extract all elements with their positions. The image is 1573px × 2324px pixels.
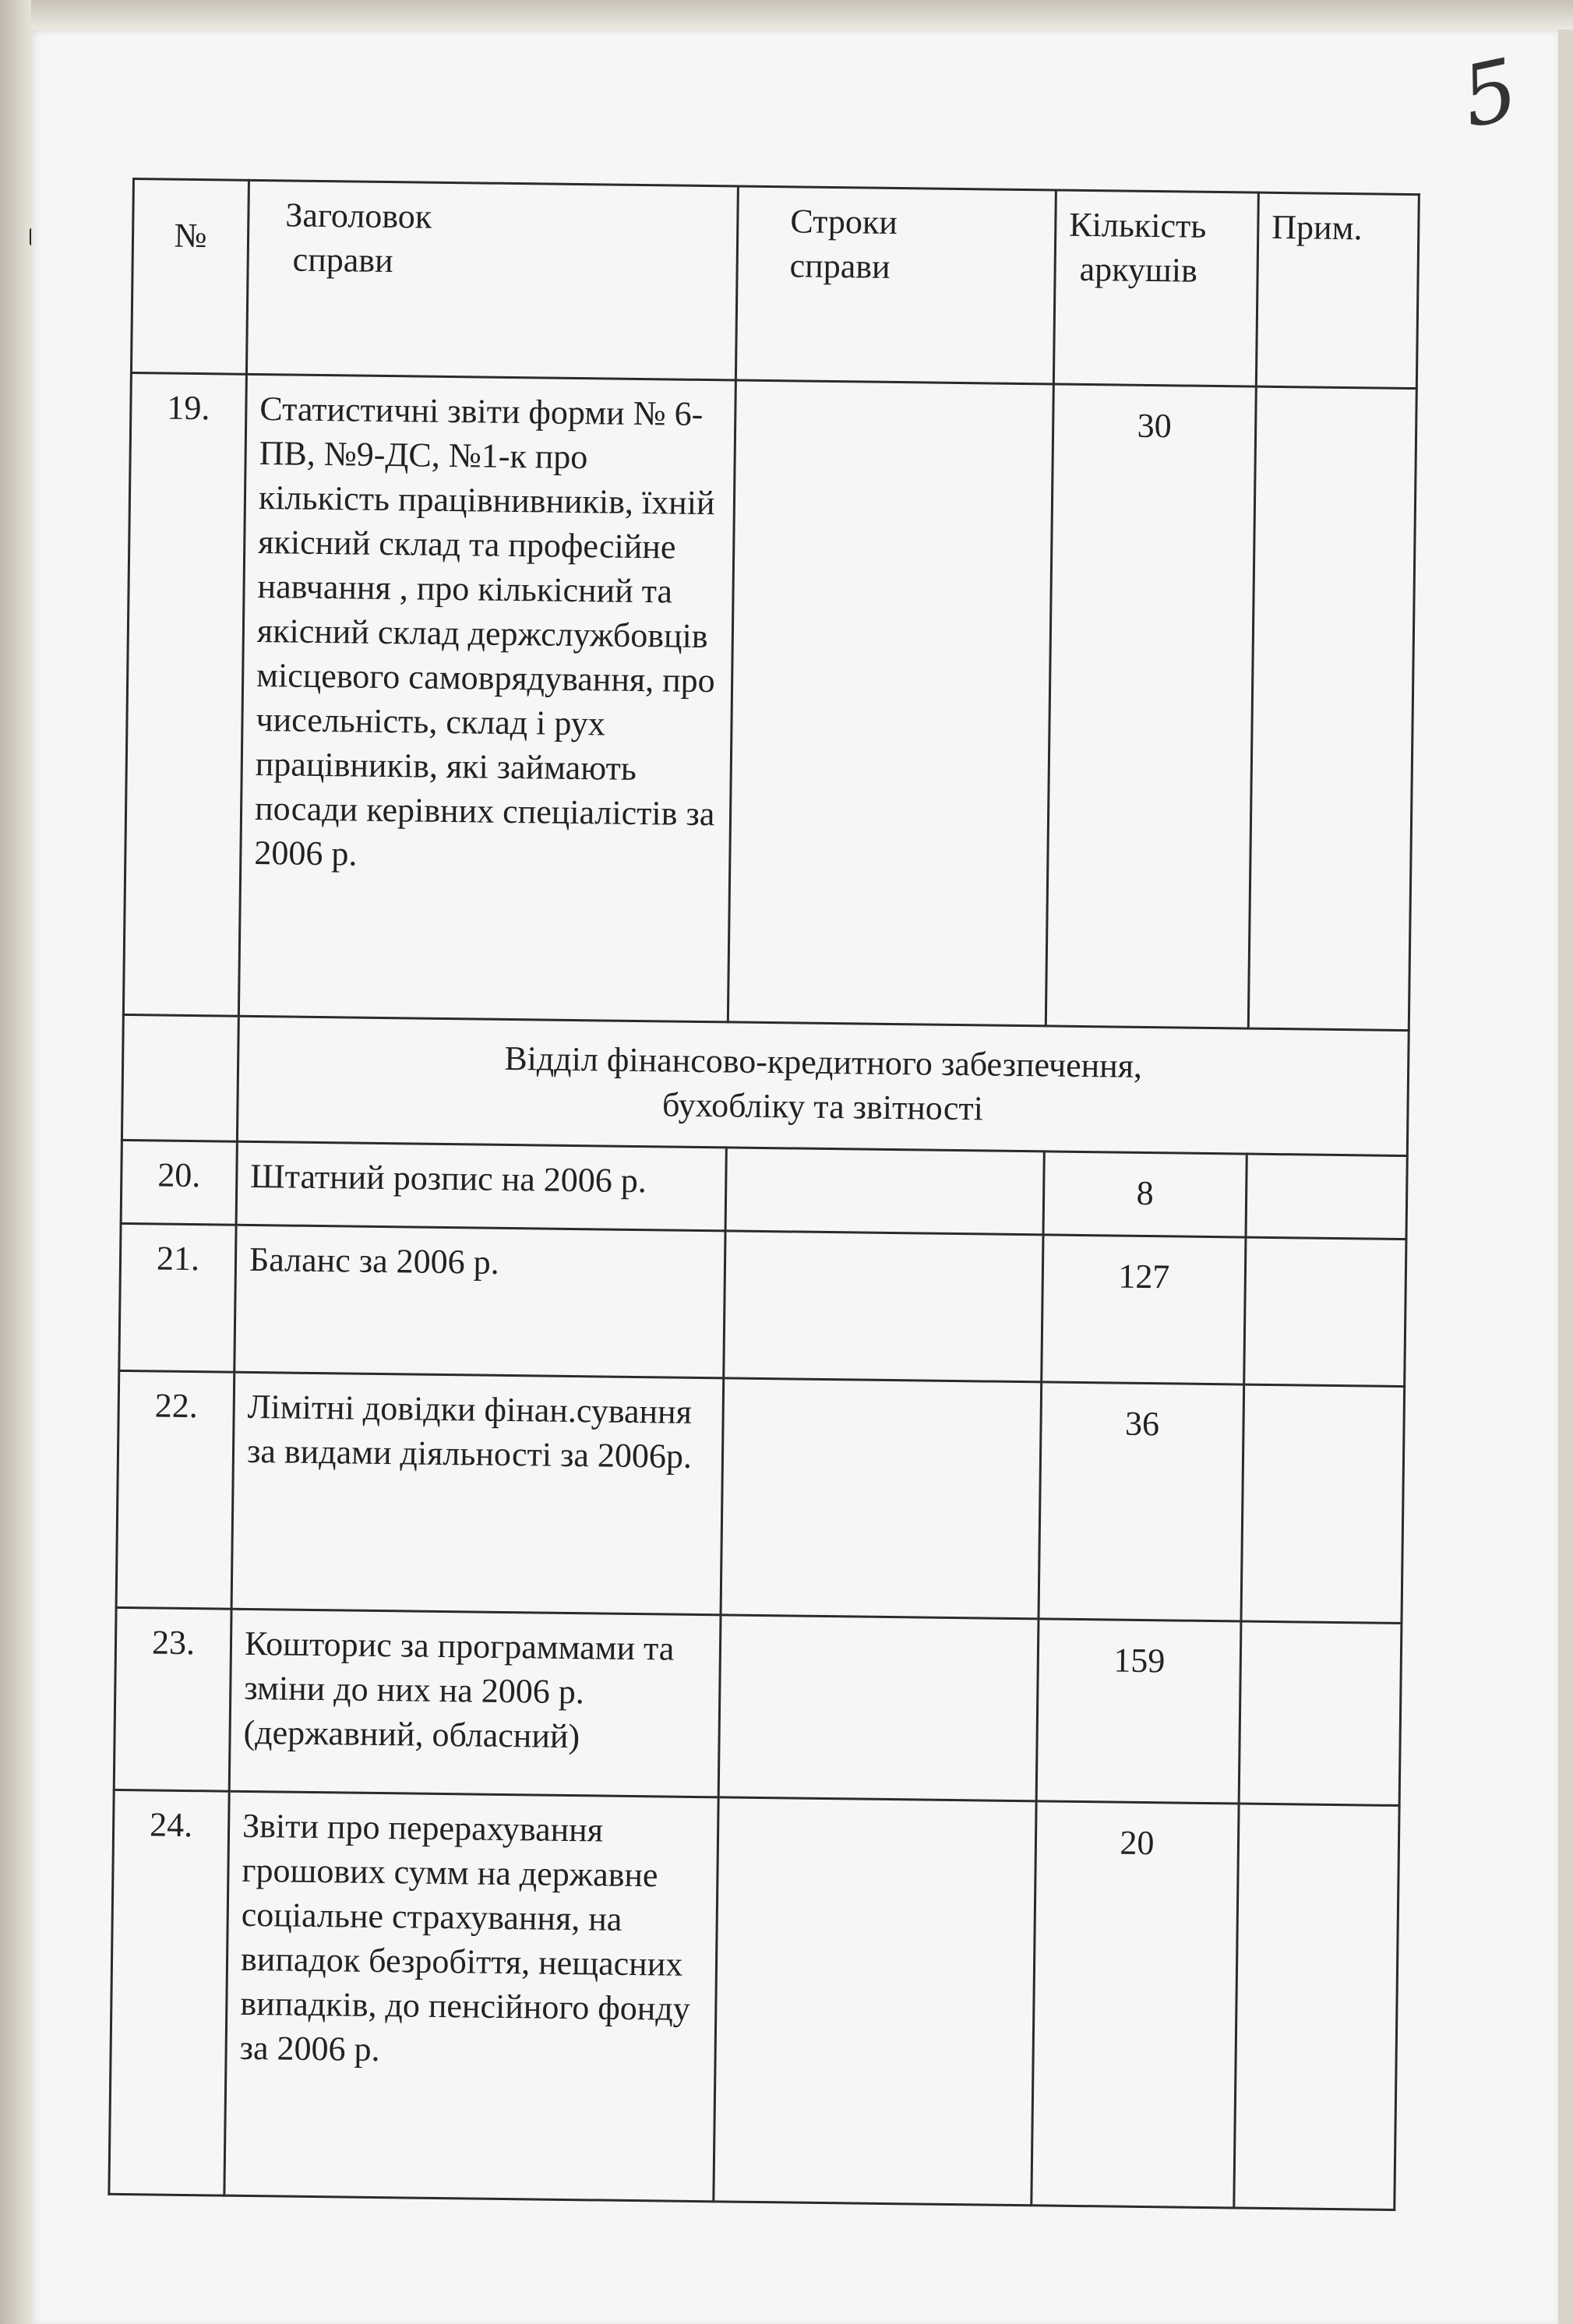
table-row bbox=[123, 372, 1416, 1030]
case-notes bbox=[1239, 1621, 1402, 1805]
header-title-line1: Заголовок bbox=[285, 196, 432, 236]
sheet-count: 8 bbox=[1043, 1151, 1247, 1237]
sheet-count: 127 bbox=[1042, 1235, 1246, 1384]
header-notes: Прим. bbox=[1256, 192, 1419, 388]
table-row bbox=[109, 1790, 1399, 2209]
section-heading-row bbox=[122, 1014, 1409, 1155]
table-row bbox=[116, 1370, 1405, 1623]
header-sheets-line2: аркушів bbox=[1079, 249, 1198, 290]
header-number: № bbox=[131, 179, 249, 375]
case-notes bbox=[1248, 386, 1416, 1030]
header-dates-line1: Строки bbox=[790, 202, 898, 242]
case-dates bbox=[725, 1148, 1044, 1235]
row-number: 20. bbox=[121, 1140, 237, 1225]
section-heading bbox=[237, 1016, 1409, 1155]
section-heading-line1: Відділ фінансово-кредитного забезпечення, bbox=[504, 1039, 1143, 1085]
case-title: Кошторис за программами та зміни до них на 2006 р. (державний, обласний) bbox=[229, 1609, 721, 1797]
header-sheets bbox=[1053, 190, 1258, 386]
case-title: Лімітні довідки фінан.сування за видами діяльності за 2006р. bbox=[231, 1372, 724, 1615]
table-row bbox=[119, 1223, 1406, 1386]
case-title: Звіти про перерахування грошових сумм на державне соціальне страхування, на випадок безробіття, нещасних випадків, до пенсійного фонду за 2006 р. bbox=[224, 1791, 718, 2202]
handwritten-page-number: 5 bbox=[1453, 41, 1526, 147]
case-dates bbox=[728, 380, 1053, 1026]
sheet-count: 30 bbox=[1046, 384, 1256, 1028]
row-number: 19. bbox=[123, 372, 246, 1016]
header-dates bbox=[735, 186, 1056, 384]
case-notes bbox=[1241, 1384, 1405, 1623]
case-dates bbox=[714, 1797, 1036, 2206]
case-title: Статистичні звіти форми № 6-ПВ, №9-ДС, №1-к про кількість працівнивників, їхній якісний склад та професійне навчання , про кількісний та якісний склад держслужбовців місцевого самоврядування, про чисельність, склад і рух працівників, які займають посади керівних спеціалістів за 2006 р. bbox=[238, 374, 735, 1022]
row-number: 21. bbox=[119, 1223, 236, 1372]
table-row bbox=[121, 1140, 1407, 1239]
sheet-count: 159 bbox=[1036, 1619, 1241, 1804]
header-title bbox=[246, 180, 738, 380]
table-header-row bbox=[131, 179, 1419, 389]
row-number: 24. bbox=[109, 1790, 229, 2195]
case-notes bbox=[1244, 1237, 1406, 1387]
case-title: Штатний розпис на 2006 р. bbox=[236, 1141, 726, 1231]
header-dates-line2: справи bbox=[789, 246, 891, 286]
page-top-edge bbox=[31, 0, 1573, 30]
case-notes bbox=[1234, 1804, 1399, 2209]
section-blank-cell bbox=[122, 1014, 238, 1141]
row-number: 23. bbox=[114, 1607, 231, 1791]
header-title-line2: справи bbox=[292, 240, 393, 280]
row-number: 22. bbox=[116, 1370, 235, 1609]
sheet-count: 20 bbox=[1032, 1801, 1239, 2208]
section-heading-line2: бухобліку та звітності bbox=[661, 1085, 984, 1128]
case-title: Баланс за 2006 р. bbox=[235, 1225, 725, 1378]
header-sheets-line1: Кількість bbox=[1069, 205, 1207, 245]
table-row bbox=[114, 1607, 1402, 1805]
sheet-count: 36 bbox=[1039, 1382, 1244, 1621]
binder-edge bbox=[0, 0, 31, 2324]
case-notes bbox=[1246, 1154, 1407, 1240]
case-register-table bbox=[108, 178, 1420, 2211]
case-dates bbox=[724, 1231, 1043, 1382]
case-dates bbox=[721, 1378, 1042, 1619]
case-dates bbox=[718, 1615, 1039, 1801]
